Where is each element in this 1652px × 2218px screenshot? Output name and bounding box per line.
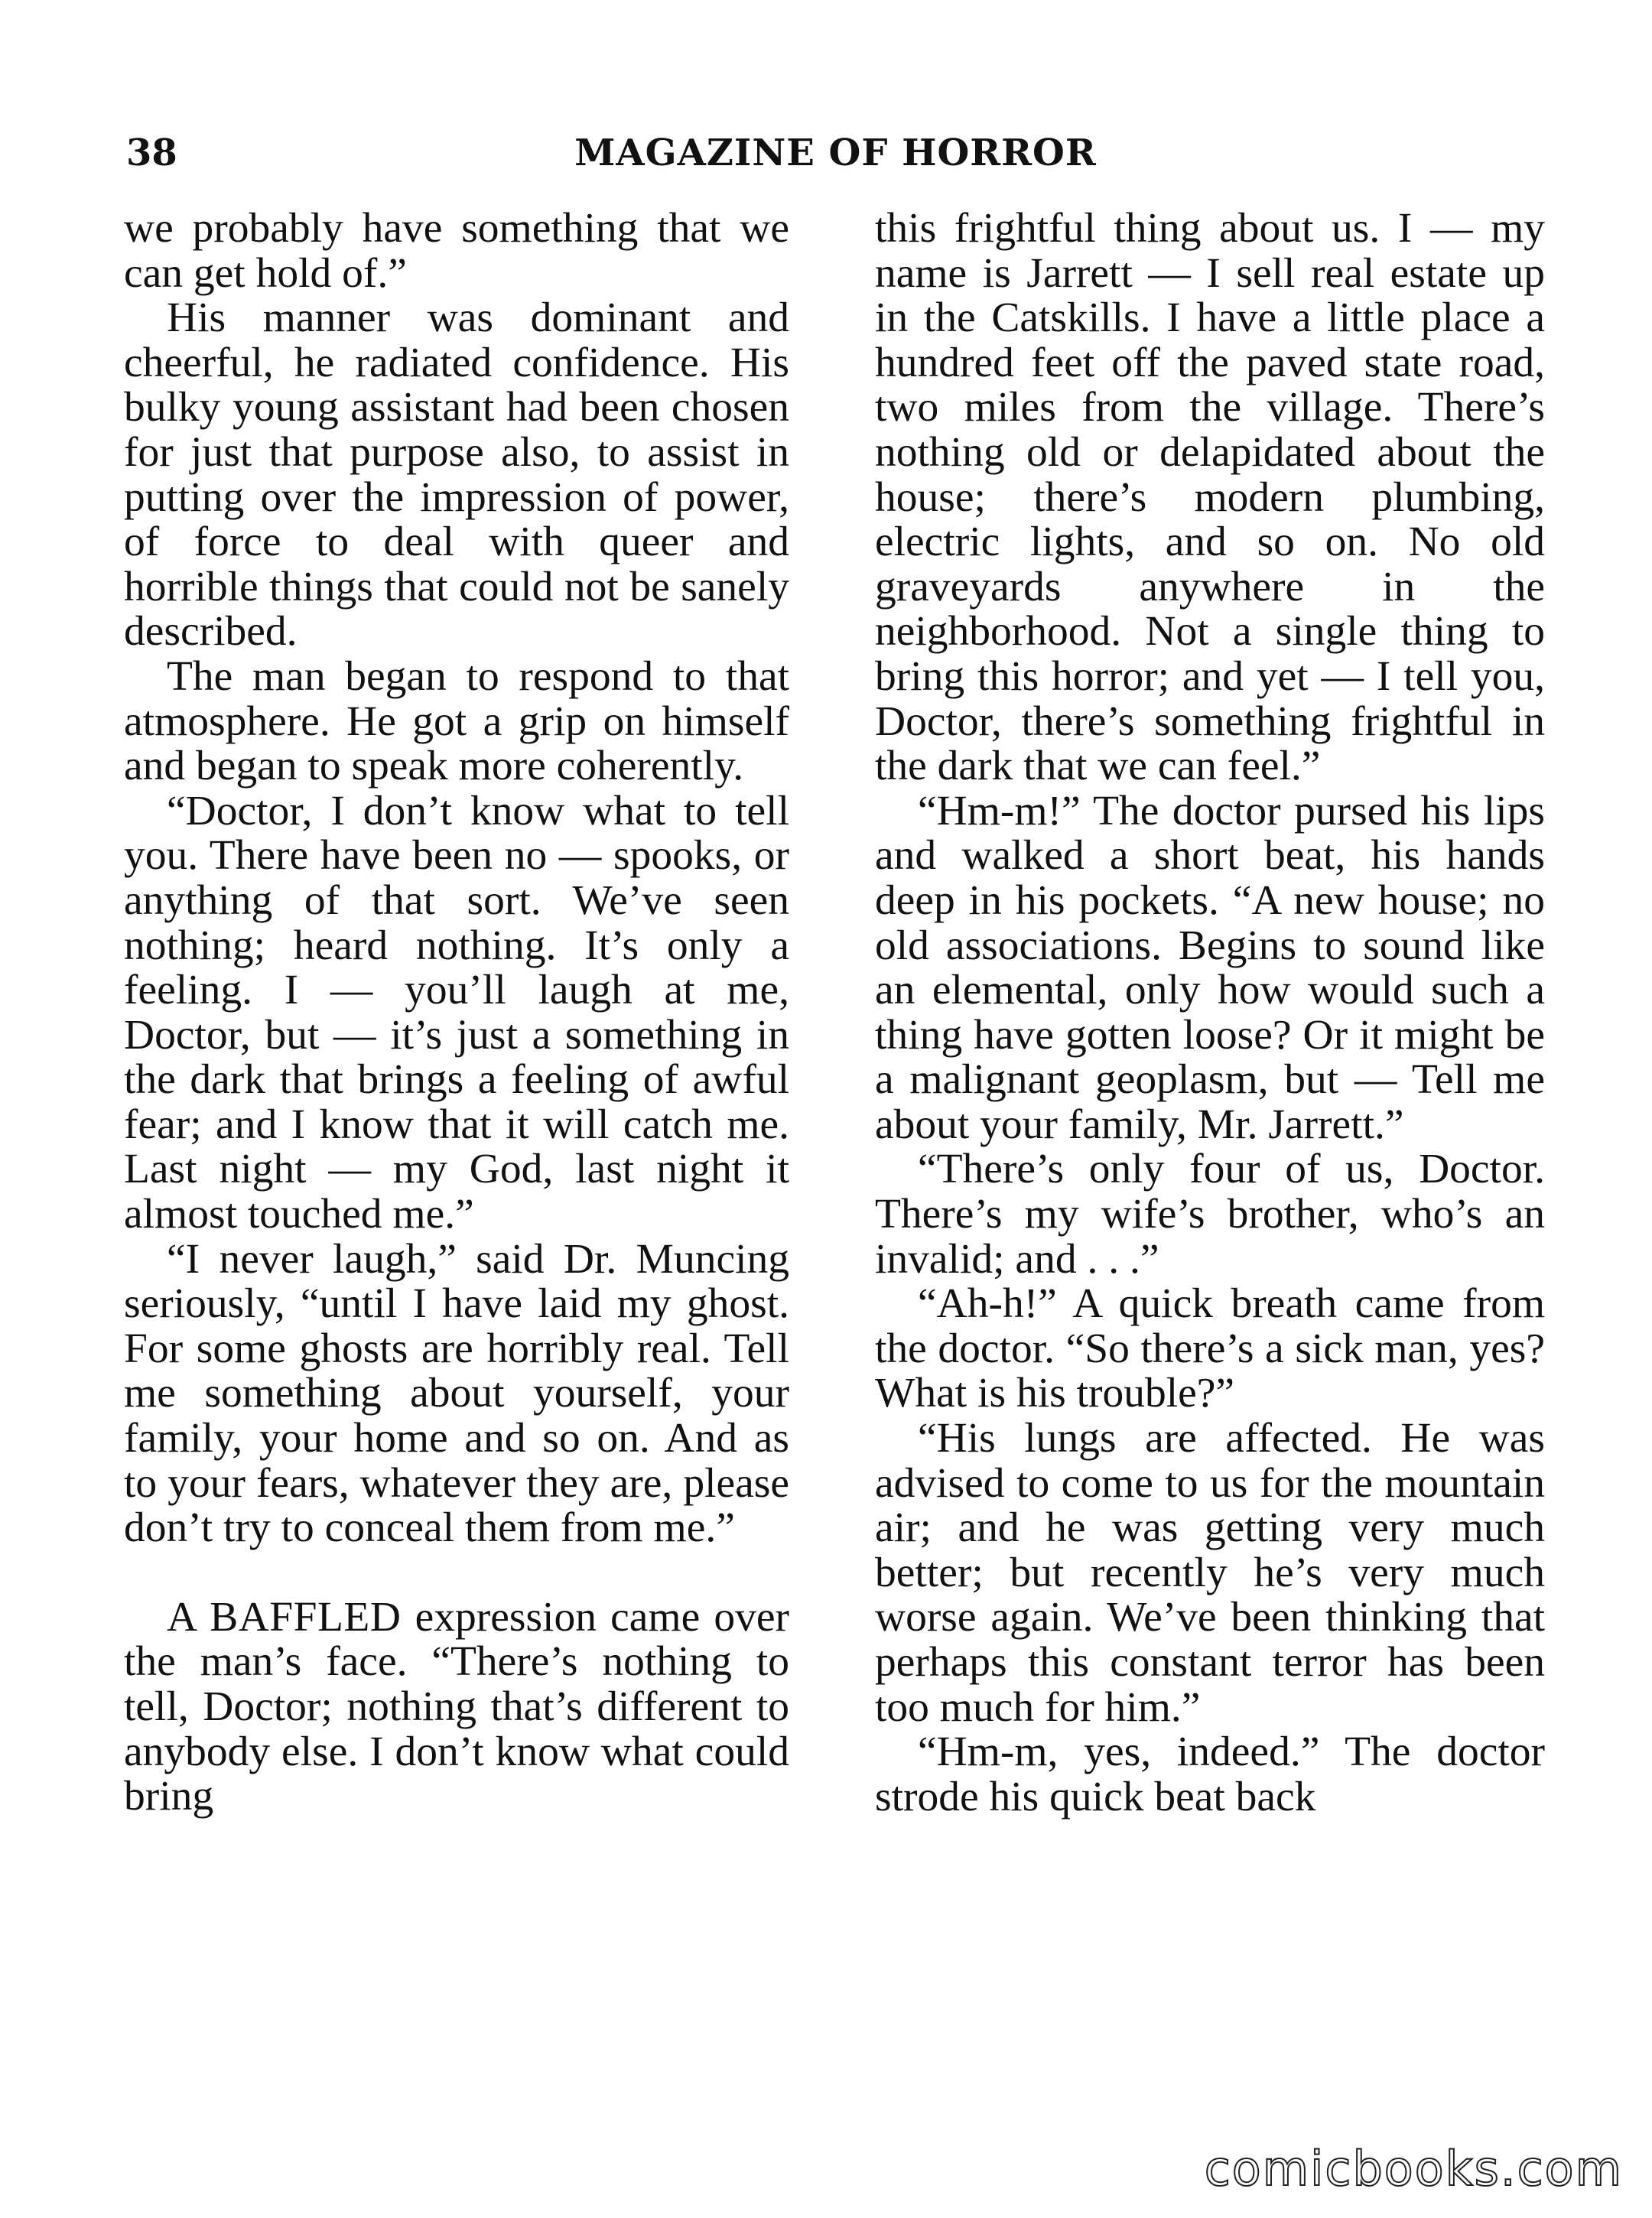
page-number: 38 [126, 132, 177, 174]
paragraph: His manner was dominant and cheerful, he radiated confidence. His bulky young assistant had been chosen for just that purpose also, to assist in putting over the impression of power, of force to deal with queer and horrible things that could not be sanely described. [124, 294, 789, 655]
left-column [124, 207, 789, 1820]
section-opening-caps: A BAFFLED [167, 1593, 402, 1641]
paragraph: “I never laugh,” said Dr. Muncing seriously, “until I have laid my ghost. For some ghosts are horribly real. Tell me something about yourself, your family, your home and so on. And as to your fears, whatever they are, please don’t try to conceal them from me.” [124, 1235, 789, 1552]
paragraph: this frightful thing about us. I — my name is Jarrett — I sell real estate up in the Catskills. I have a little place a hundred feet off the paved state road, two miles from the village. There’s nothing old or delapidated about the house; there’s modern plumbing, electric lights, and so on. No old graveyards anywhere in the neighborhood. Not a single thing to bring this horror; and yet — I tell you, Doctor, there’s something frightful in the dark that we can feel.” [875, 205, 1545, 790]
section-opening-text: expression came over the man’s face. “There’s nothing to tell, Doctor; nothing that’s different to anybody else. I don’t know what could bring [124, 1593, 790, 1820]
paragraph: “Hm-m!” The doctor pursed his lips and walked a short beat, his hands deep in his pockets. “A new house; no old associations. Begins to sound like an elemental, only how would such a thing have gotten loose? Or it might be a malignant geoplasm, but — Tell me about your family, Mr. Jarrett.” [875, 787, 1545, 1148]
section-opening-paragraph [124, 1595, 789, 1820]
paragraph: The man began to respond to that atmosphere. He got a grip on himself and began to speak more coherently. [124, 652, 789, 790]
running-title: MAGAZINE OF HORROR [574, 132, 1097, 174]
paragraph: “Ah-h!” A quick breath came from the doctor. “So there’s a sick man, yes? What is his trouble?” [875, 1280, 1545, 1417]
paragraph: “There’s only four of us, Doctor. There’s my wife’s brother, who’s an invalid; and . . .” [875, 1146, 1545, 1283]
paragraph: we probably have something that we can get hold of.” [124, 205, 789, 297]
page-header [126, 126, 1545, 180]
right-column [875, 207, 1545, 1820]
paragraph: “Doctor, I don’t know what to tell you. There have been no — spooks, or anything of that sort. We’ve seen nothing; heard nothing. It’s only a feeling. I — you’ll laugh at me, Doctor, but — it’s just a something in the dark that brings a feeling of awful fear; and I know that it will catch me. Last night — my God, last night it almost touched me.” [124, 787, 789, 1238]
paragraph: “Hm-m, yes, indeed.” The doctor strode his quick beat back [875, 1729, 1545, 1820]
watermark: comicbooks.com [1204, 2141, 1623, 2197]
paragraph: “His lungs are affected. He was advised to come to us for the mountain air; and he was getting very much better; but recently he’s very much worse again. We’ve been thinking that perhaps this constant terror has been too much for him.” [875, 1415, 1545, 1731]
